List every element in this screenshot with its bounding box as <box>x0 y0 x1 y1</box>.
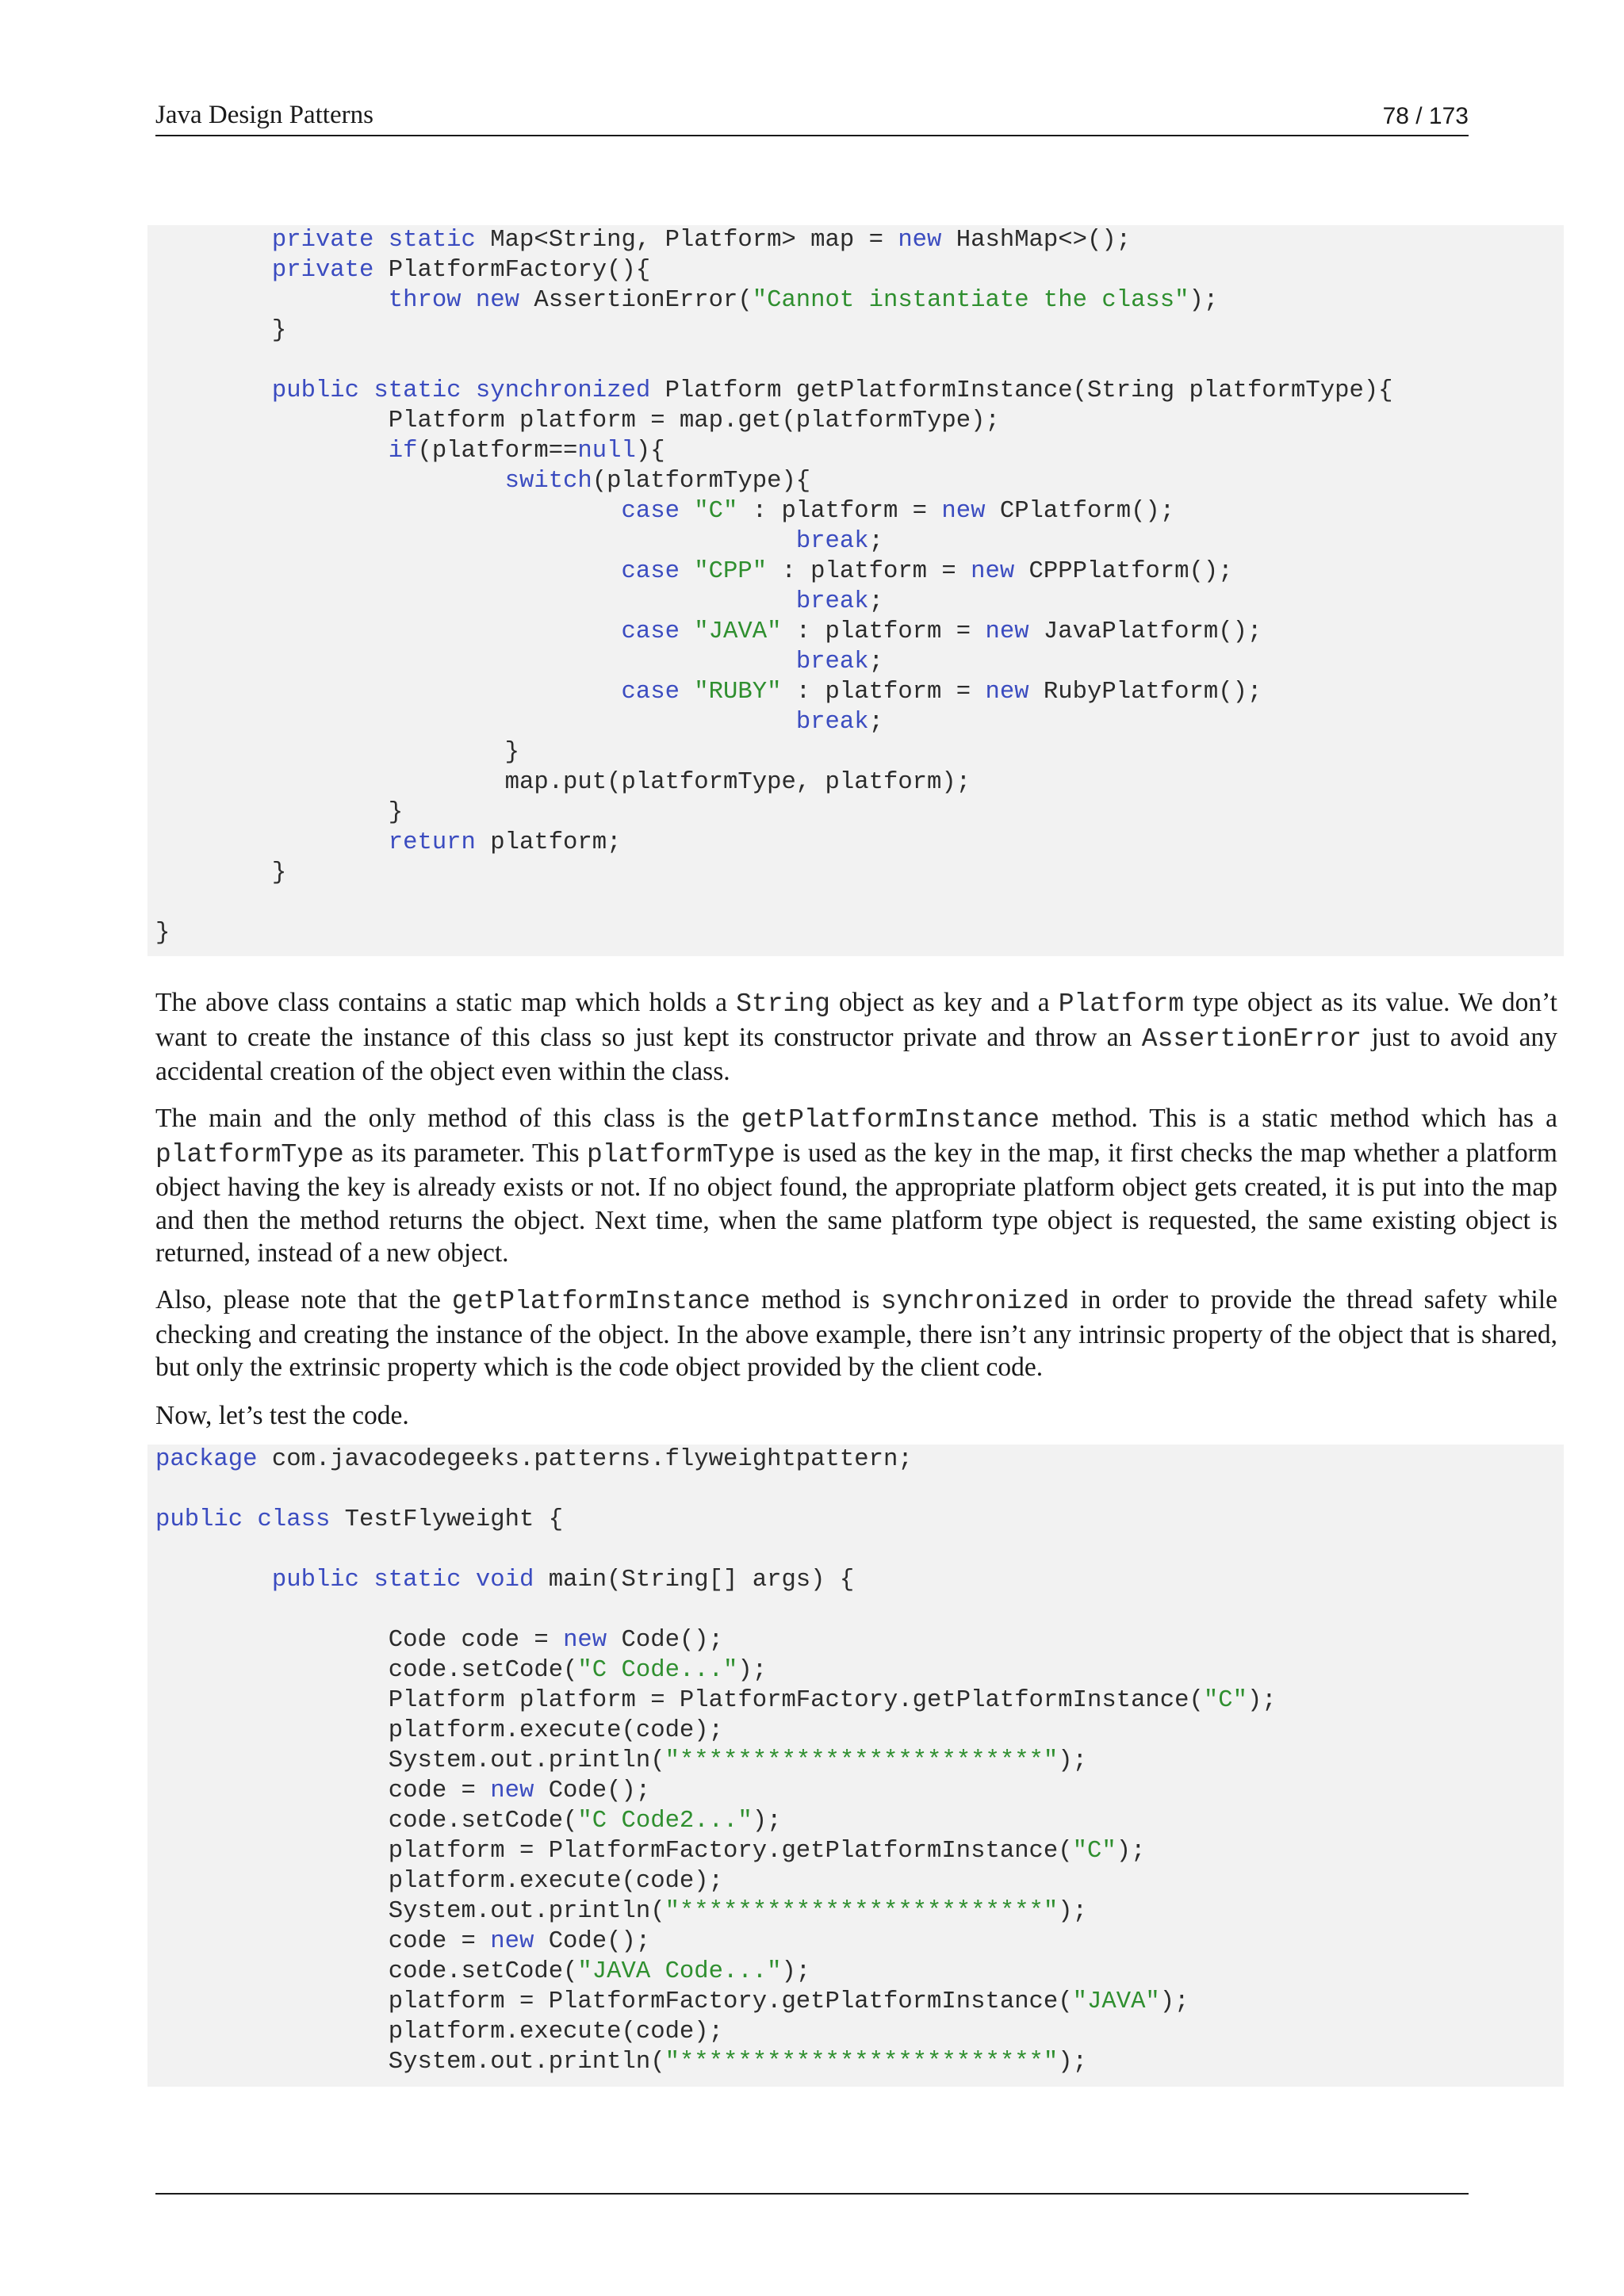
code-text: ); <box>1058 1898 1087 1925</box>
code-keyword: new <box>490 1777 534 1804</box>
code-text: code.setCode( <box>155 1657 578 1684</box>
code-line <box>155 1625 1564 1655</box>
code-text: CPPPlatform(); <box>1014 558 1233 585</box>
paragraph-method-description <box>155 1102 1557 1270</box>
code-text: Map<String, Platform> map = <box>475 227 898 254</box>
paragraph-text: method. This is a static method which has a <box>1039 1104 1557 1133</box>
inline-code: platformType <box>587 1139 776 1169</box>
code-line <box>155 1565 1564 1595</box>
code-keyword: new <box>475 287 519 314</box>
page-header <box>155 97 1469 136</box>
code-text: : platform = <box>781 679 986 706</box>
code-text: Code(); <box>534 1928 651 1955</box>
code-keyword: synchronized <box>475 377 651 404</box>
code-text: TestFlyweight { <box>330 1506 564 1533</box>
code-keyword: new <box>971 558 1015 585</box>
code-text <box>680 618 694 645</box>
code-keyword: public <box>271 377 360 404</box>
code-text: platform.execute(code); <box>155 1868 724 1895</box>
code-keyword: static <box>373 1567 462 1594</box>
code-text: Platform platform = PlatformFactory.getPlatformInstance( <box>155 1687 1204 1714</box>
code-text: RubyPlatform(); <box>1028 679 1262 706</box>
inline-code: getPlatformInstance <box>741 1105 1040 1135</box>
code-keyword: new <box>985 618 1029 645</box>
code-text: System.out.println( <box>155 1898 665 1925</box>
code-text: code = <box>155 1928 491 1955</box>
code-text: platform; <box>475 829 622 856</box>
code-string: "C" <box>1072 1838 1116 1865</box>
code-text <box>155 829 389 856</box>
inline-code: synchronized <box>880 1287 1070 1316</box>
page-number: 78 / 173 <box>1382 103 1469 129</box>
code-keyword: case <box>621 618 680 645</box>
code-keyword: new <box>985 679 1029 706</box>
paragraph-text: as its parameter. This <box>343 1138 588 1168</box>
code-line <box>155 557 1564 587</box>
code-keyword: class <box>257 1506 331 1533</box>
code-keyword: public <box>271 1567 360 1594</box>
code-line <box>155 587 1564 617</box>
paragraph-text: just to avoid any accidental creation of the object even within the class. <box>155 1022 1557 1086</box>
code-text: JavaPlatform(); <box>1028 618 1262 645</box>
code-text: : platform = <box>781 618 986 645</box>
code-text: Code code = <box>155 1627 564 1654</box>
code-string: "C Code..." <box>577 1657 738 1684</box>
code-text <box>155 438 389 465</box>
code-text <box>155 618 622 645</box>
code-text: System.out.println( <box>155 2049 665 2076</box>
code-string: "JAVA" <box>694 618 782 645</box>
code-keyword: null <box>577 438 636 465</box>
code-line <box>155 526 1564 557</box>
code-text: HashMap<>(); <box>941 227 1132 254</box>
code-text <box>155 227 272 254</box>
code-text <box>155 679 622 706</box>
code-keyword: package <box>155 1446 258 1473</box>
inline-code: AssertionError <box>1141 1024 1362 1054</box>
code-text <box>155 528 796 555</box>
code-keyword: case <box>621 679 680 706</box>
code-line <box>155 828 1564 858</box>
code-line <box>155 225 1564 255</box>
code-text <box>680 498 694 525</box>
code-text <box>680 679 694 706</box>
paragraph-text: type object as its value. We don’t want to create the instance of this class so just kept its constructor private and throw an <box>155 988 1557 1052</box>
code-text: ; <box>868 649 883 675</box>
code-keyword: throw <box>388 287 462 314</box>
inline-code: platformType <box>155 1139 344 1169</box>
code-keyword: public <box>155 1506 243 1533</box>
code-line <box>155 1505 1564 1535</box>
code-text: ); <box>781 1958 811 1985</box>
paragraph-test-intro <box>155 1399 1557 1433</box>
code-text: : platform = <box>737 498 942 525</box>
code-text: Platform getPlatformInstance(String platformType){ <box>650 377 1393 404</box>
code-string: "JAVA Code..." <box>577 1958 782 1985</box>
code-line <box>155 346 1564 376</box>
code-string: "*************************" <box>665 1898 1059 1925</box>
code-line <box>155 1776 1564 1806</box>
code-text: map.put(platformType, platform); <box>155 769 971 796</box>
code-line <box>155 918 1564 948</box>
code-keyword: case <box>621 498 680 525</box>
code-keyword: new <box>490 1928 534 1955</box>
inline-code: Platform <box>1058 989 1185 1019</box>
code-text <box>462 377 476 404</box>
code-keyword: new <box>563 1627 607 1654</box>
code-string: "C" <box>1203 1687 1247 1714</box>
code-text <box>155 377 272 404</box>
code-text <box>359 1567 373 1594</box>
code-string: "C" <box>694 498 738 525</box>
code-line <box>155 1475 1564 1505</box>
paragraph-text: Also, please note that the <box>155 1285 452 1314</box>
code-text <box>680 558 694 585</box>
code-text: ); <box>737 1657 768 1684</box>
code-keyword: void <box>475 1567 534 1594</box>
code-text <box>155 709 796 736</box>
code-text: com.javacodegeeks.patterns.flyweightpattern; <box>257 1446 913 1473</box>
code-text <box>155 1567 272 1594</box>
code-line <box>155 1445 1564 1475</box>
paragraph-text: is used as the key in the map, it first checks the map whether a platform object having the key is already exists or not. If no object found, the appropriate platform object gets created, it is put into the map and then the method returns the object. Next time, when the same platform type object is requested, the same existing object is returned, instead of a new object. <box>155 1138 1557 1268</box>
code-line <box>155 1896 1564 1927</box>
code-text: Platform platform = map.get(platformType); <box>155 408 1000 434</box>
code-keyword: new <box>898 227 942 254</box>
code-line <box>155 707 1564 737</box>
code-string: "Cannot instantiate the class" <box>752 287 1189 314</box>
code-line <box>155 1535 1564 1565</box>
code-line <box>155 1836 1564 1866</box>
code-text <box>462 287 476 314</box>
code-text: ; <box>868 588 883 615</box>
code-text: platform.execute(code); <box>155 1717 724 1744</box>
code-line <box>155 466 1564 496</box>
code-line <box>155 376 1564 406</box>
code-text: } <box>155 739 519 766</box>
code-string: "C Code2..." <box>577 1808 753 1835</box>
paragraph-synchronized-note <box>155 1284 1557 1384</box>
code-text: ); <box>1159 1988 1189 2015</box>
code-text: main(String[] args) { <box>534 1567 855 1594</box>
code-text: ){ <box>635 438 665 465</box>
footer-rule <box>155 2193 1469 2195</box>
code-text: platform.execute(code); <box>155 2019 724 2045</box>
code-line <box>155 1866 1564 1896</box>
code-string: "RUBY" <box>694 679 782 706</box>
code-line <box>155 798 1564 828</box>
code-text: } <box>155 920 170 947</box>
code-keyword: break <box>795 709 869 736</box>
code-keyword: case <box>621 558 680 585</box>
code-line <box>155 436 1564 466</box>
code-block-test-flyweight <box>147 1445 1564 2087</box>
code-string: "CPP" <box>694 558 768 585</box>
code-line <box>155 316 1564 346</box>
code-text: platform = PlatformFactory.getPlatformInstance( <box>155 1988 1073 2015</box>
code-line <box>155 617 1564 647</box>
paragraph-text: Now, let’s test the code. <box>155 1401 409 1430</box>
code-line <box>155 496 1564 526</box>
code-line <box>155 255 1564 285</box>
code-string: "JAVA" <box>1072 1988 1160 2015</box>
code-block-platform-factory <box>147 225 1564 956</box>
code-line <box>155 858 1564 888</box>
paragraph-map-description <box>155 986 1557 1089</box>
paragraph-text: method is <box>750 1285 881 1314</box>
code-line <box>155 2017 1564 2047</box>
code-text: } <box>155 859 287 886</box>
code-text <box>155 498 622 525</box>
code-text: CPlatform(); <box>985 498 1175 525</box>
code-line <box>155 767 1564 798</box>
code-keyword: new <box>941 498 986 525</box>
code-line <box>155 406 1564 436</box>
code-text: AssertionError( <box>519 287 753 314</box>
code-line <box>155 1746 1564 1776</box>
code-keyword: break <box>795 528 869 555</box>
code-line <box>155 285 1564 316</box>
code-text: ); <box>1058 1747 1087 1774</box>
code-line <box>155 677 1564 707</box>
code-line <box>155 647 1564 677</box>
code-text: ; <box>868 709 883 736</box>
code-text: System.out.println( <box>155 1747 665 1774</box>
code-text: code.setCode( <box>155 1808 578 1835</box>
code-line <box>155 1595 1564 1625</box>
code-text: platform = PlatformFactory.getPlatformInstance( <box>155 1838 1073 1865</box>
code-text: code = <box>155 1777 491 1804</box>
code-text: (platformType){ <box>592 468 811 495</box>
code-keyword: if <box>388 438 418 465</box>
code-text <box>155 468 505 495</box>
code-string: "*************************" <box>665 2049 1059 2076</box>
code-keyword: private <box>271 227 374 254</box>
code-line <box>155 1927 1564 1957</box>
code-text <box>359 377 373 404</box>
code-keyword: return <box>388 829 476 856</box>
code-text: : platform = <box>767 558 971 585</box>
paragraph-text: The main and the only method of this class is the <box>155 1104 741 1133</box>
code-line <box>155 737 1564 767</box>
code-line <box>155 1716 1564 1746</box>
code-text <box>243 1506 257 1533</box>
code-text: ); <box>1058 2049 1087 2076</box>
code-text <box>462 1567 476 1594</box>
code-text: } <box>155 799 404 826</box>
code-text: } <box>155 317 287 344</box>
inline-code: getPlatformInstance <box>451 1287 751 1316</box>
code-keyword: break <box>795 649 869 675</box>
code-text <box>155 257 272 284</box>
code-keyword: static <box>388 227 476 254</box>
code-line <box>155 1655 1564 1686</box>
code-text: ; <box>868 528 883 555</box>
code-text: ); <box>1116 1838 1146 1865</box>
code-line <box>155 1806 1564 1836</box>
code-line <box>155 888 1564 918</box>
code-text <box>155 649 796 675</box>
inline-code: String <box>736 989 830 1019</box>
code-keyword: private <box>271 257 374 284</box>
code-text: Code(); <box>607 1627 724 1654</box>
code-keyword: switch <box>504 468 592 495</box>
code-text: ); <box>1247 1687 1277 1714</box>
paragraph-text: in order to provide the thread safety while checking and creating the instance of the object. In the above example, there isn’t any intrinsic property of the object that is shared, but only the extrinsic property which is the code object provided by the client code. <box>155 1285 1558 1382</box>
code-keyword: static <box>373 377 462 404</box>
code-text: code.setCode( <box>155 1958 578 1985</box>
paragraph-text: The above class contains a static map which holds a <box>155 988 737 1017</box>
code-text: (platform== <box>417 438 578 465</box>
code-text: Code(); <box>534 1777 651 1804</box>
code-string: "*************************" <box>665 1747 1059 1774</box>
code-line <box>155 1686 1564 1716</box>
code-text <box>155 287 389 314</box>
code-text: ); <box>752 1808 782 1835</box>
code-line <box>155 2047 1564 2077</box>
code-text: ); <box>1189 287 1219 314</box>
code-text <box>155 558 622 585</box>
code-line <box>155 1957 1564 1987</box>
code-keyword: break <box>795 588 869 615</box>
document-title: Java Design Patterns <box>155 101 373 129</box>
paragraph-text: object as key and a <box>829 988 1059 1017</box>
code-text <box>155 588 796 615</box>
code-text <box>373 227 388 254</box>
code-text: PlatformFactory(){ <box>373 257 651 284</box>
code-line <box>155 1987 1564 2017</box>
